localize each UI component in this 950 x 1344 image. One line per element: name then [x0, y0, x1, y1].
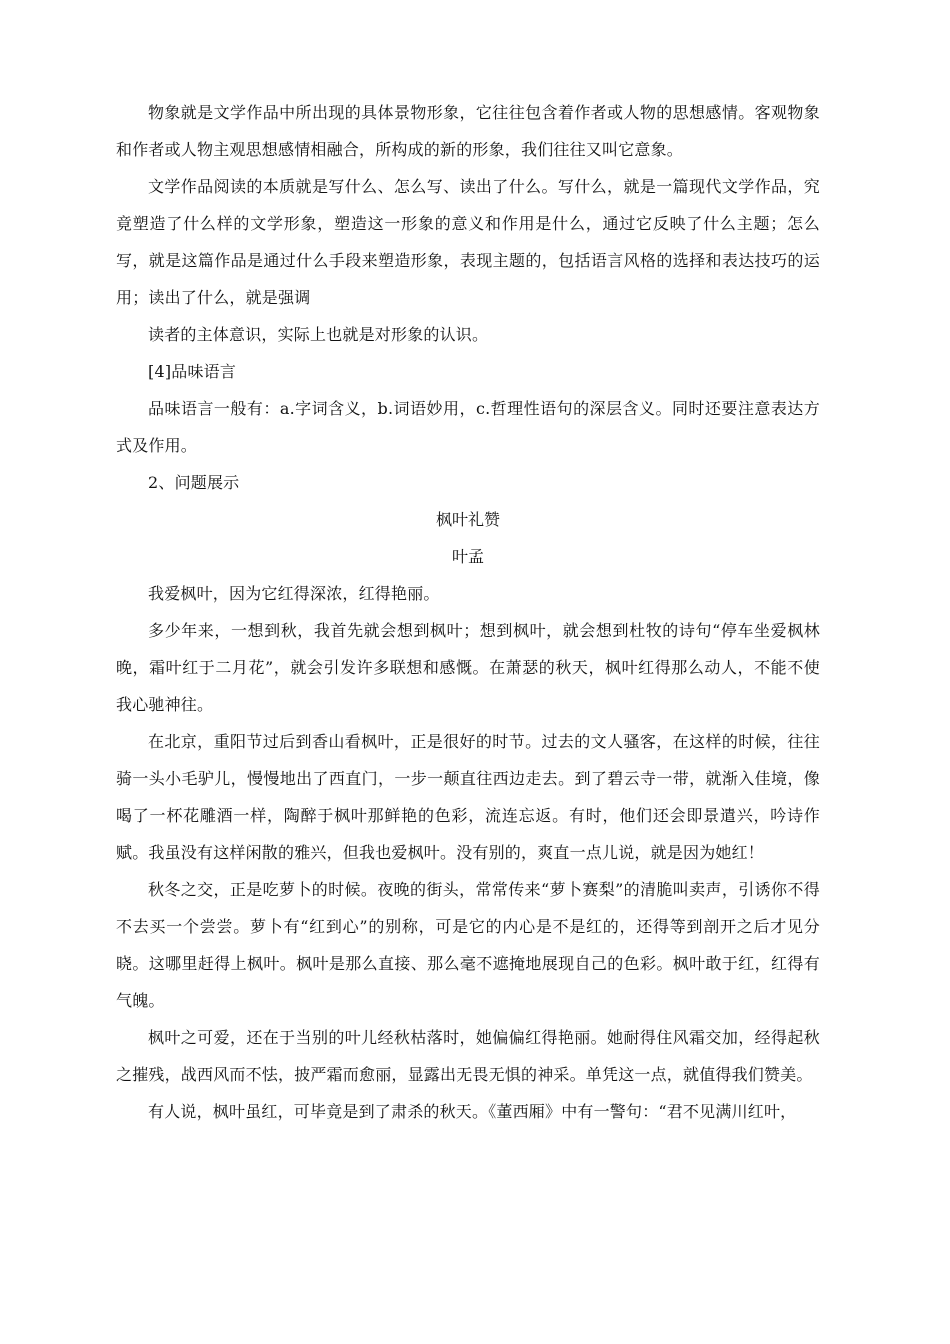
paragraph-imagery: 物象就是文学作品中所出现的具体景物形象，它往往包含着作者或人物的思想感情。客观物象和作者或人物主观思想感情相融合，所构成的新的形象，我们往往又叫它意象。: [116, 103, 820, 159]
paragraph-reading-essence: 文学作品阅读的本质就是写什么、怎么写、读出了什么。写什么，就是一篇现代文学作品，究竟塑造了什么样的文学形象，塑造这一形象的意义和作用是什么，通过它反映了什么主题；怎么写，就是这篇作品是通过什么手段来塑造形象，表现主题的，包括语言风格的选择和表达技巧的运用；读出了什么，就是强调: [116, 177, 820, 307]
article-paragraph: 在北京，重阳节过后到香山看枫叶，正是很好的时节。过去的文人骚客，在这样的时候，往往骑一头小毛驴儿，慢慢地出了西直门，一步一颠直往西边走去。到了碧云寺一带，就渐入佳境，像喝了一杯花雕酒一样，陶醉于枫叶那鲜艳的色彩，流连忘返。有时，他们还会即景遣兴，吟诗作赋。我虽没有这样闲散的雅兴，但我也爱枫叶。没有别的，爽直一点儿说，就是因为她红！: [116, 732, 820, 862]
document-body: [116, 94, 820, 1130]
article-paragraph: 有人说，枫叶虽红，可毕竟是到了肃杀的秋天。《董西厢》中有一警句：“君不见满川红叶，: [148, 1102, 797, 1121]
paragraph-reader-awareness: 读者的主体意识，实际上也就是对形象的认识。: [148, 325, 489, 344]
article-paragraph: 枫叶之可爱，还在于当别的叶儿经秋枯落时，她偏偏红得艳丽。她耐得住风霜交加，经得起秋之摧残，战西风而不怯，披严霜而愈丽，显露出无畏无惧的神采。单凭这一点，就值得我们赞美。: [116, 1028, 820, 1084]
article-paragraph: 多少年来，一想到秋，我首先就会想到枫叶；想到枫叶，就会想到杜牧的诗句“停车坐爱枫林晚，霜叶红于二月花”，就会引发许多联想和感慨。在萧瑟的秋天，枫叶红得那么动人，不能不使我心驰神往。: [116, 621, 820, 714]
section-heading-language: [4]品味语言: [148, 362, 237, 381]
paragraph-language-tasting: 品味语言一般有：a.字词含义，b.词语妙用，c.哲理性语句的深层含义。同时还要注意表达方式及作用。: [116, 399, 820, 455]
article-author: 叶孟: [451, 547, 484, 566]
section-heading-problems: 2、问题展示: [148, 473, 240, 492]
article-paragraph: 我爱枫叶，因为它红得深浓，红得艳丽。: [148, 584, 440, 603]
article-title: 枫叶礼赞: [435, 510, 500, 529]
article-paragraph: 秋冬之交，正是吃萝卜的时候。夜晚的街头，常常传来“萝卜赛梨”的清脆叫卖声，引诱你不得不去买一个尝尝。萝卜有“红到心”的别称，可是它的内心是不是红的，还得等到剖开之后才见分晓。这哪里赶得上枫叶。枫叶是那么直接、那么毫不遮掩地展现自己的色彩。枫叶敢于红，红得有气魄。: [116, 880, 820, 1010]
